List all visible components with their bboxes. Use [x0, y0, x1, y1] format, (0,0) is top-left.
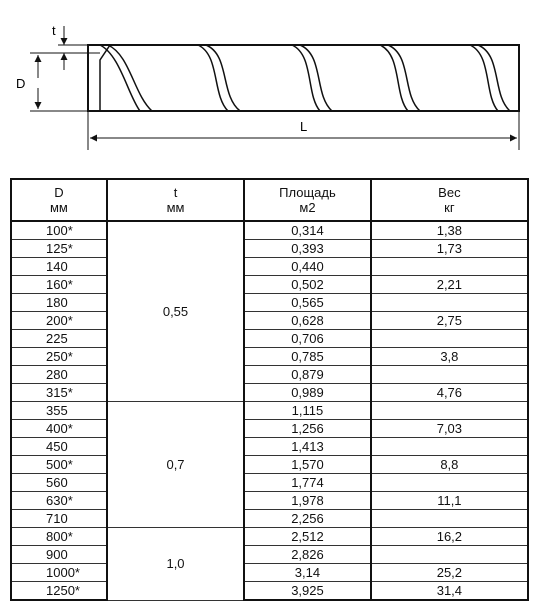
table-row [11, 546, 528, 564]
table-row [11, 420, 528, 438]
cell-diameter: 560 [11, 474, 107, 492]
table-row [11, 221, 528, 240]
table-row [11, 474, 528, 492]
cell-thickness: 0,7 [107, 402, 244, 528]
cell-weight: 31,4 [371, 582, 528, 601]
cell-area: 2,512 [244, 528, 371, 546]
cell-weight [371, 366, 528, 384]
cell-weight [371, 402, 528, 420]
pipe-outline [88, 45, 519, 111]
table-body [11, 221, 528, 600]
cell-area: 0,989 [244, 384, 371, 402]
cell-area: 0,440 [244, 258, 371, 276]
table-header-row [11, 179, 528, 221]
cell-weight: 8,8 [371, 456, 528, 474]
cell-diameter: 250* [11, 348, 107, 366]
cell-weight [371, 438, 528, 456]
cell-diameter: 630* [11, 492, 107, 510]
cell-diameter: 200* [11, 312, 107, 330]
cell-thickness: 1,0 [107, 528, 244, 601]
spec-table [10, 178, 529, 601]
cell-area: 1,570 [244, 456, 371, 474]
dimension-t [58, 26, 100, 70]
table-row [11, 510, 528, 528]
table-row [11, 384, 528, 402]
table-row [11, 456, 528, 474]
dim-D-label: D [16, 76, 26, 91]
cell-area: 0,706 [244, 330, 371, 348]
dim-L-label: L [300, 119, 308, 134]
cell-diameter: 315* [11, 384, 107, 402]
cell-area: 3,925 [244, 582, 371, 601]
table-row [11, 258, 528, 276]
header-d: D мм [11, 179, 107, 221]
cell-weight [371, 294, 528, 312]
cell-weight: 3,8 [371, 348, 528, 366]
cell-diameter: 180 [11, 294, 107, 312]
dim-t-label: t [52, 23, 56, 38]
table-row [11, 528, 528, 546]
cell-thickness: 0,55 [107, 221, 244, 402]
cell-weight: 1,73 [371, 240, 528, 258]
cell-area: 1,413 [244, 438, 371, 456]
table-row [11, 348, 528, 366]
table-row [11, 564, 528, 582]
cell-area: 0,393 [244, 240, 371, 258]
cell-diameter: 140 [11, 258, 107, 276]
cell-diameter: 500* [11, 456, 107, 474]
header-t: t мм [107, 179, 244, 221]
cell-area: 0,879 [244, 366, 371, 384]
cell-weight: 4,76 [371, 384, 528, 402]
cell-area: 0,502 [244, 276, 371, 294]
table-row [11, 330, 528, 348]
cell-weight: 16,2 [371, 528, 528, 546]
header-area: Площадь м2 [244, 179, 371, 221]
table-row [11, 294, 528, 312]
cell-weight [371, 258, 528, 276]
cell-weight [371, 510, 528, 528]
cell-area: 1,256 [244, 420, 371, 438]
cell-diameter: 160* [11, 276, 107, 294]
table-row [11, 492, 528, 510]
cell-diameter: 710 [11, 510, 107, 528]
cell-area: 0,314 [244, 221, 371, 240]
helical-seams [100, 45, 510, 111]
table-row [11, 402, 528, 420]
cell-diameter: 100* [11, 221, 107, 240]
cell-area: 1,115 [244, 402, 371, 420]
table-row [11, 438, 528, 456]
cell-diameter: 400* [11, 420, 107, 438]
cell-weight: 2,75 [371, 312, 528, 330]
cell-weight: 25,2 [371, 564, 528, 582]
cell-area: 1,978 [244, 492, 371, 510]
cell-weight [371, 474, 528, 492]
cell-area: 0,785 [244, 348, 371, 366]
table-row [11, 276, 528, 294]
cell-diameter: 225 [11, 330, 107, 348]
table-row [11, 582, 528, 601]
cell-weight: 2,21 [371, 276, 528, 294]
cell-diameter: 1250* [11, 582, 107, 601]
cell-diameter: 355 [11, 402, 107, 420]
cell-weight [371, 546, 528, 564]
cell-diameter: 450 [11, 438, 107, 456]
table-row [11, 312, 528, 330]
spiral-duct-drawing [0, 0, 544, 170]
cell-area: 3,14 [244, 564, 371, 582]
dimension-D [30, 53, 100, 111]
table-row [11, 240, 528, 258]
table-row [11, 366, 528, 384]
cell-area: 0,628 [244, 312, 371, 330]
cell-diameter: 125* [11, 240, 107, 258]
cell-weight: 11,1 [371, 492, 528, 510]
cell-diameter: 280 [11, 366, 107, 384]
cell-area: 2,256 [244, 510, 371, 528]
cell-area: 0,565 [244, 294, 371, 312]
pipe-left-end [88, 45, 110, 111]
cell-weight [371, 330, 528, 348]
cell-area: 2,826 [244, 546, 371, 564]
cell-diameter: 1000* [11, 564, 107, 582]
header-weight: Вес кг [371, 179, 528, 221]
cell-area: 1,774 [244, 474, 371, 492]
cell-weight: 1,38 [371, 221, 528, 240]
cell-diameter: 900 [11, 546, 107, 564]
cell-diameter: 800* [11, 528, 107, 546]
cell-weight: 7,03 [371, 420, 528, 438]
